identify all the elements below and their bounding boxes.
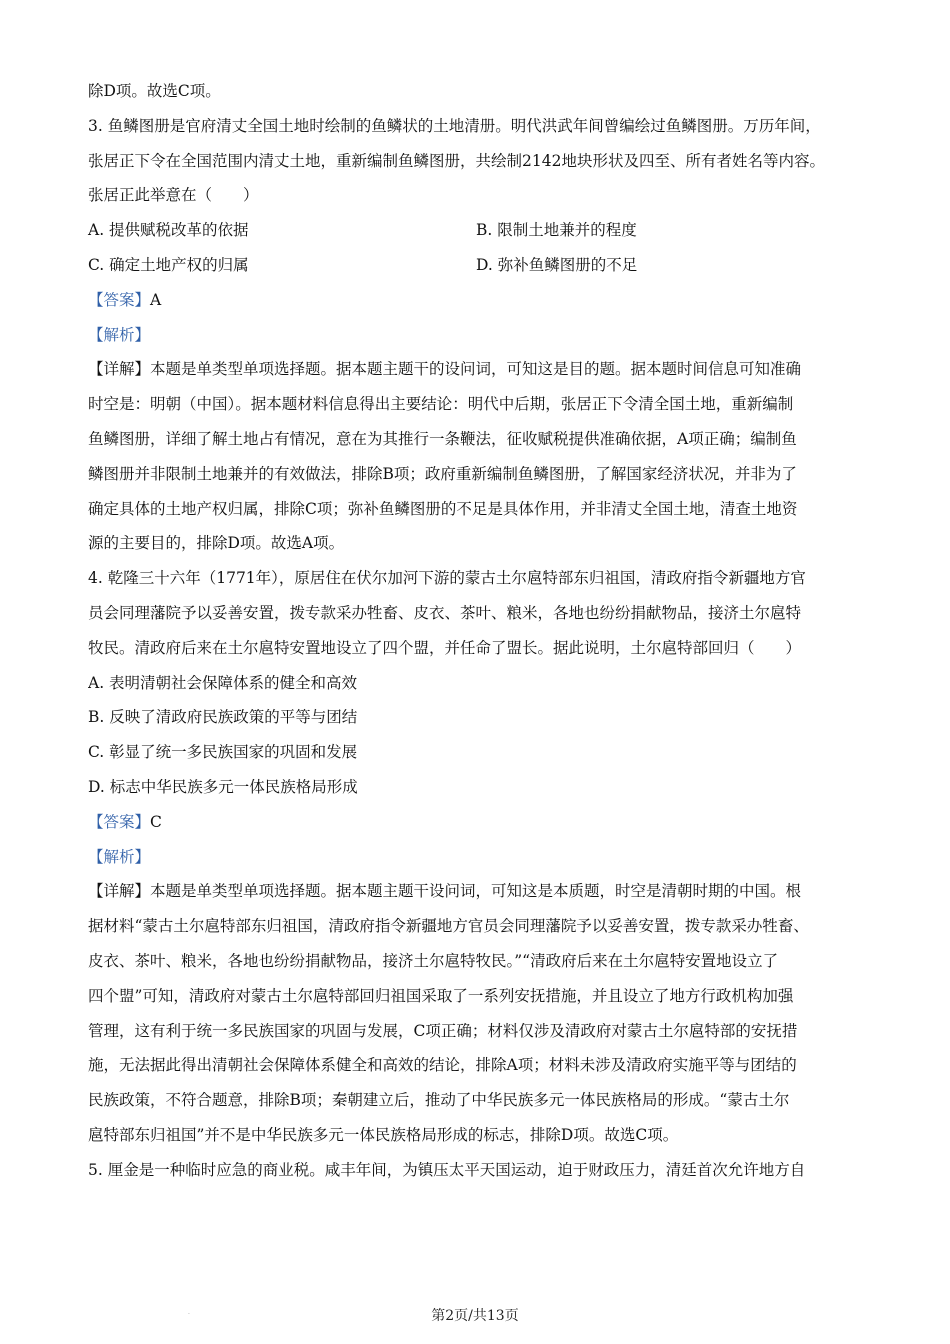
previous-answer-tail: 除D项。故选C项。 [88,82,221,100]
question-4 [88,561,880,1153]
answer-line [88,283,880,318]
detail-line: 扈特部东归祖国”并不是中华民族多元一体民族格局形成的标志，排除D项。故选C项。 [88,1125,679,1144]
detail-line: 鱼鳞图册，详细了解土地占有情况，意在为其推行一条鞭法，征收赋税提供准确依据，A项正确；编制鱼 [88,429,797,448]
answer-line [88,805,880,840]
option-a: A. 表明清朝社会保障体系的健全和高效 [88,673,358,692]
page-footer: 第2页/共13页 [431,1308,519,1324]
question-3 [88,109,880,561]
detail-line: 管理，这有利于统一多民族国家的巩固与发展，C项正确；材料仅涉及清政府对蒙古土尔扈特部的安抚措 [88,1021,798,1040]
option-b: B. 限制土地兼并的程度 [476,221,637,240]
question-stem-line: 张居正此举意在（ ） [88,186,259,205]
question-stem-line: 牧民。清政府后来在土尔扈特安置地设立了四个盟，并任命了盟长。据此说明，土尔扈特部回归（ ） [88,638,802,657]
detail-line: 时空是：明朝（中国）。据本题材料信息得出主要结论：明代中后期，张居正下令清全国土地，重新编制 [88,395,794,414]
detail-line [88,874,880,909]
option-c: C. 确定土地产权的归属 [88,255,249,274]
detail-line: 确定具体的土地产权归属，排除C项；弥补鱼鳞图册的不足是具体作用，并非清丈全国土地，清查土地资 [88,499,798,518]
detail-line: 源的主要目的，排除D项。故选A项。 [88,534,345,553]
answer-tag: 【答案】 [88,812,151,831]
detail-line: 民族政策，不符合题意，排除B项；秦朝建立后，推动了中华民族多元一体民族格局的形成。“蒙古土尔 [88,1091,790,1110]
analysis-line [88,318,880,353]
options-row [88,248,880,283]
question-stem-line: 5. 厘金是一种临时应急的商业税。咸丰年间，为镇压太平天国运动，迫于财政压力，清廷首次允许地方自 [88,1160,806,1179]
question-stem-line: 员会同理藩院予以妥善安置，拨专款采办牲畜、皮衣、茶叶、粮米，各地也纷纷捐献物品，接济土尔扈特 [88,603,802,622]
analysis-tag: 【解析】 [88,847,151,866]
option-a: A. 提供赋税改革的依据 [88,221,249,240]
answer-tag: 【答案】 [88,290,151,309]
scan-speck: · [188,1311,190,1318]
detail-tag: 【详解】 [88,360,151,379]
page-content [88,74,880,1188]
question-stem-line: 4. 乾隆三十六年（1771年），原居住在伏尔加河下游的蒙古土尔扈特部东归祖国，清政府指令新疆地方官 [88,569,806,588]
question-5 [88,1153,880,1188]
answer-value: C [150,812,162,831]
analysis-tag: 【解析】 [88,325,151,344]
detail-line: 施，无法据此得出清朝社会保障体系健全和高效的结论，排除A项；材料未涉及清政府实施平等与团结的 [88,1056,797,1075]
question-stem-line: 3. 鱼鳞图册是官府清丈全国土地时绘制的鱼鳞状的土地清册。明代洪武年间曾编绘过鱼鳞图册。万历年间， [88,116,821,135]
answer-value: A [150,290,162,309]
detail-line: 鳞图册并非限制土地兼并的有效做法，排除B项；政府重新编制鱼鳞图册，了解国家经济状况，并非为了 [88,464,797,483]
options-row [88,213,880,248]
detail-tag: 【详解】 [88,882,151,901]
option-d: D. 标志中华民族多元一体民族格局形成 [88,777,358,796]
detail-line [88,352,880,387]
detail-line: 据材料“蒙古土尔扈特部东归祖国，清政府指令新疆地方官员会同理藩院予以妥善安置，拨专款采办牲畜、 [88,917,809,936]
analysis-line [88,840,880,875]
option-c: C. 彰显了统一多民族国家的巩固和发展 [88,743,358,762]
detail-text: 本题是单类型单项选择题。据本题主题干的设问词，可知这是目的题。据本题时间信息可知准确 [150,360,802,379]
option-d: D. 弥补鱼鳞图册的不足 [476,255,638,274]
option-b: B. 反映了清政府民族政策的平等与团结 [88,708,358,727]
detail-line: 皮衣、茶叶、粮米，各地也纷纷捐献物品，接济土尔扈特牧民。”“清政府后来在土尔扈特安置地设立了 [88,951,779,970]
detail-line: 四个盟”可知，清政府对蒙古土尔扈特部回归祖国采取了一系列安抚措施，并且设立了地方行政机构加强 [88,986,794,1005]
question-stem-line: 张居正下令在全国范围内清丈土地，重新编制鱼鳞图册，共绘制2142地块形状及四至、所有者姓名等内容。 [88,151,825,170]
detail-text: 本题是单类型单项选择题。据本题主题干设问词，可知这是本质题，时空是清朝时期的中国。根 [150,882,802,901]
